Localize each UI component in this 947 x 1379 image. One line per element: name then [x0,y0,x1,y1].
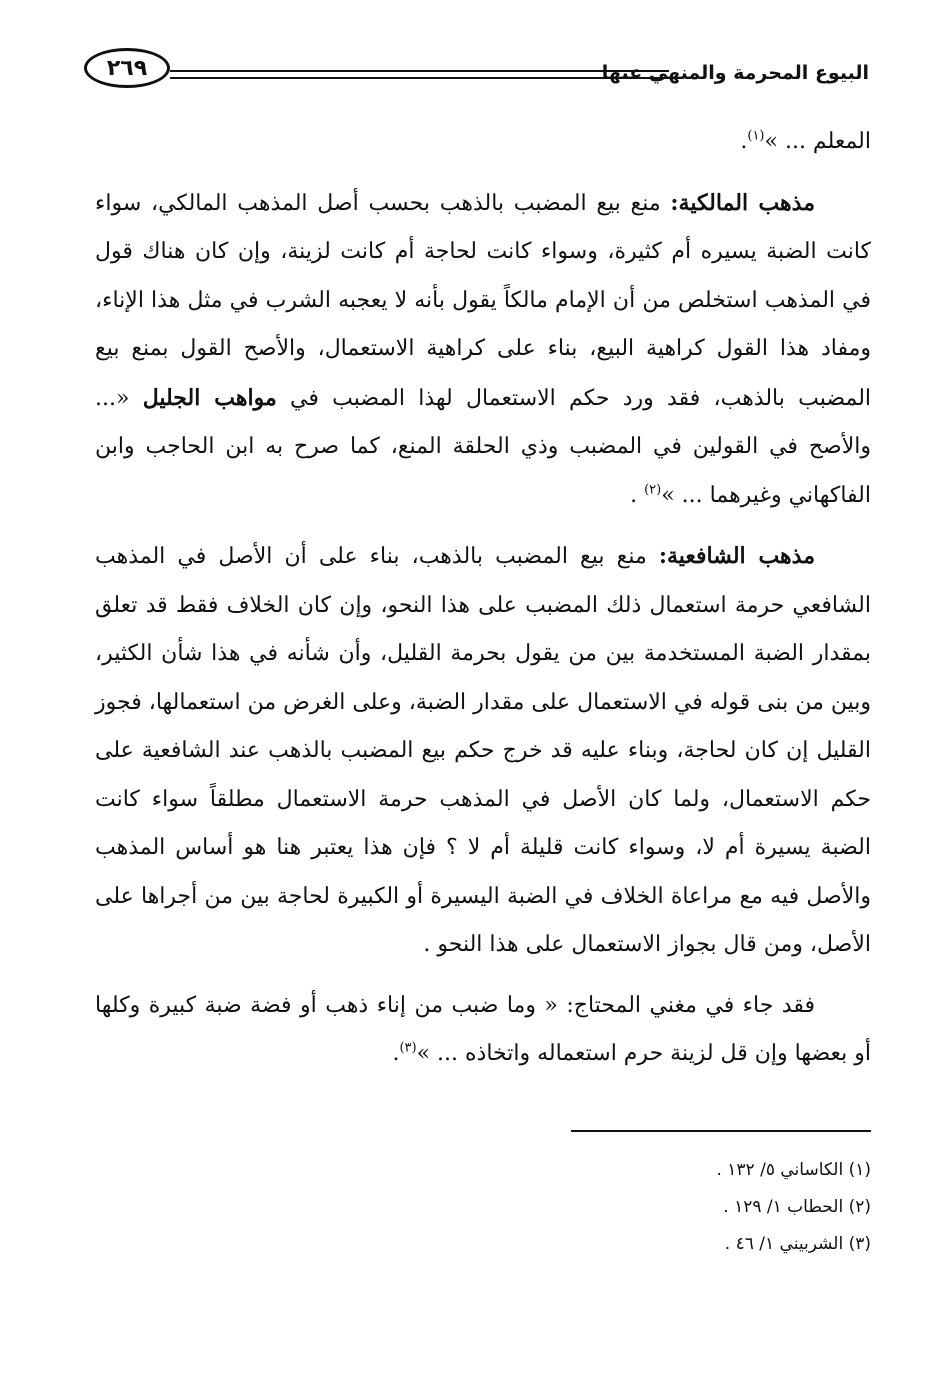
footnote-item: (٣) الشربيني ١/ ٤٦ . [724,1234,871,1254]
footnote-item: (١) الكاساني ٥/ ١٣٢ . [716,1160,871,1180]
paragraph-quote: «... والأصح في القولين في المضبب وذي الحلقة المنع، كما صرح به ابن الحاجب وابن الفاكهاني وغيرهما ... » [95,385,871,508]
header-rule [170,70,669,79]
paragraph-quote-mughni [95,982,871,1079]
paragraph-text: المعلم ... » [764,129,871,154]
paragraph-end: . [740,129,748,154]
paragraph-continuation [95,118,871,167]
paragraph-text: منع بيع المضبب بالذهب بحسب أصل المذهب المالكي، سواء كانت الضبة يسيره أم كثيرة، وسواء كانت لحاجة أم كانت لزينة، وإن كان هناك قول في المذهب استخلص من أن الإمام مالكاً يقول بأنه لا يعجبه الشرب في مثل هذا الإناء، ومفاد هذا القول كراهية البيع، بناء على كراهية الاستعمال، والأصح القول بمنع بيع المضبب بالذهب، فقد ورد حكم الاستعمال لهذا المضبب في [95,190,872,411]
page-number: ٢٦٩ [84,48,170,88]
paragraph-shafii [95,532,871,970]
page-header [84,44,869,104]
running-title: البيوع المحرمة والمنهي عنها [601,62,869,84]
paragraph-maliki [95,179,871,521]
footnote-item: (٢) الحطاب ١/ ١٢٩ . [723,1197,871,1217]
footnotes [371,1152,871,1263]
paragraph-text: منع بيع المضبب بالذهب، بناء على أن الأصل في المذهب الشافعي حرمة استعمال ذلك المضبب على هذا النحو، وإن كان الخلاف فقط قد تعلق بمقدار الضبة المستخدمة بين من يقول بحرمة القليل، وأن شأنه في هذا شأن الكثير، وبين من بنى قوله في الاستعمال على مقدار الضبة، وعلى الغرض من استعمالها، فجوز القليل إن كان لحاجة، وبناء عليه قد خرج حكم بيع المضبب بالذهب عند الشافعية على حكم الاستعمال، ولما كان الأصل في المذهب حرمة الاستعمال مطلقاً سواء كانت الضبة يسيرة أم لا، وسواء كانت قليلة أم لا ؟ فإن هذا يعتبر هنا هو أساس المذهب والأصل فيه مع مراعاة الخلاف في الضبة اليسيرة أو الكبيرة لحاجة بين من أجراها على الأصل، ومن قال بجواز الاستعمال على هذا النحو . [95,544,872,957]
footnote-separator [571,1130,871,1132]
paragraph-end: . [630,482,645,508]
source-title: مواهب الجليل [142,384,277,411]
section-label: مذهب الشافعية: [658,543,815,569]
section-label: مذهب المالكية: [670,189,815,216]
footnote-marker: (٢) [644,482,662,498]
paragraph-end: . [392,1041,400,1066]
page-body [95,118,871,1079]
footnote-marker: (١) [747,128,765,144]
footnote-marker: (٣) [399,1040,417,1056]
paragraph-text: فقد جاء في مغني المحتاج: « وما ضبب من إناء ذهب أو فضة ضبة كبيرة وكلها أو بعضها وإن قل لزينة حرم استعماله واتخاذه ... » [95,992,871,1066]
